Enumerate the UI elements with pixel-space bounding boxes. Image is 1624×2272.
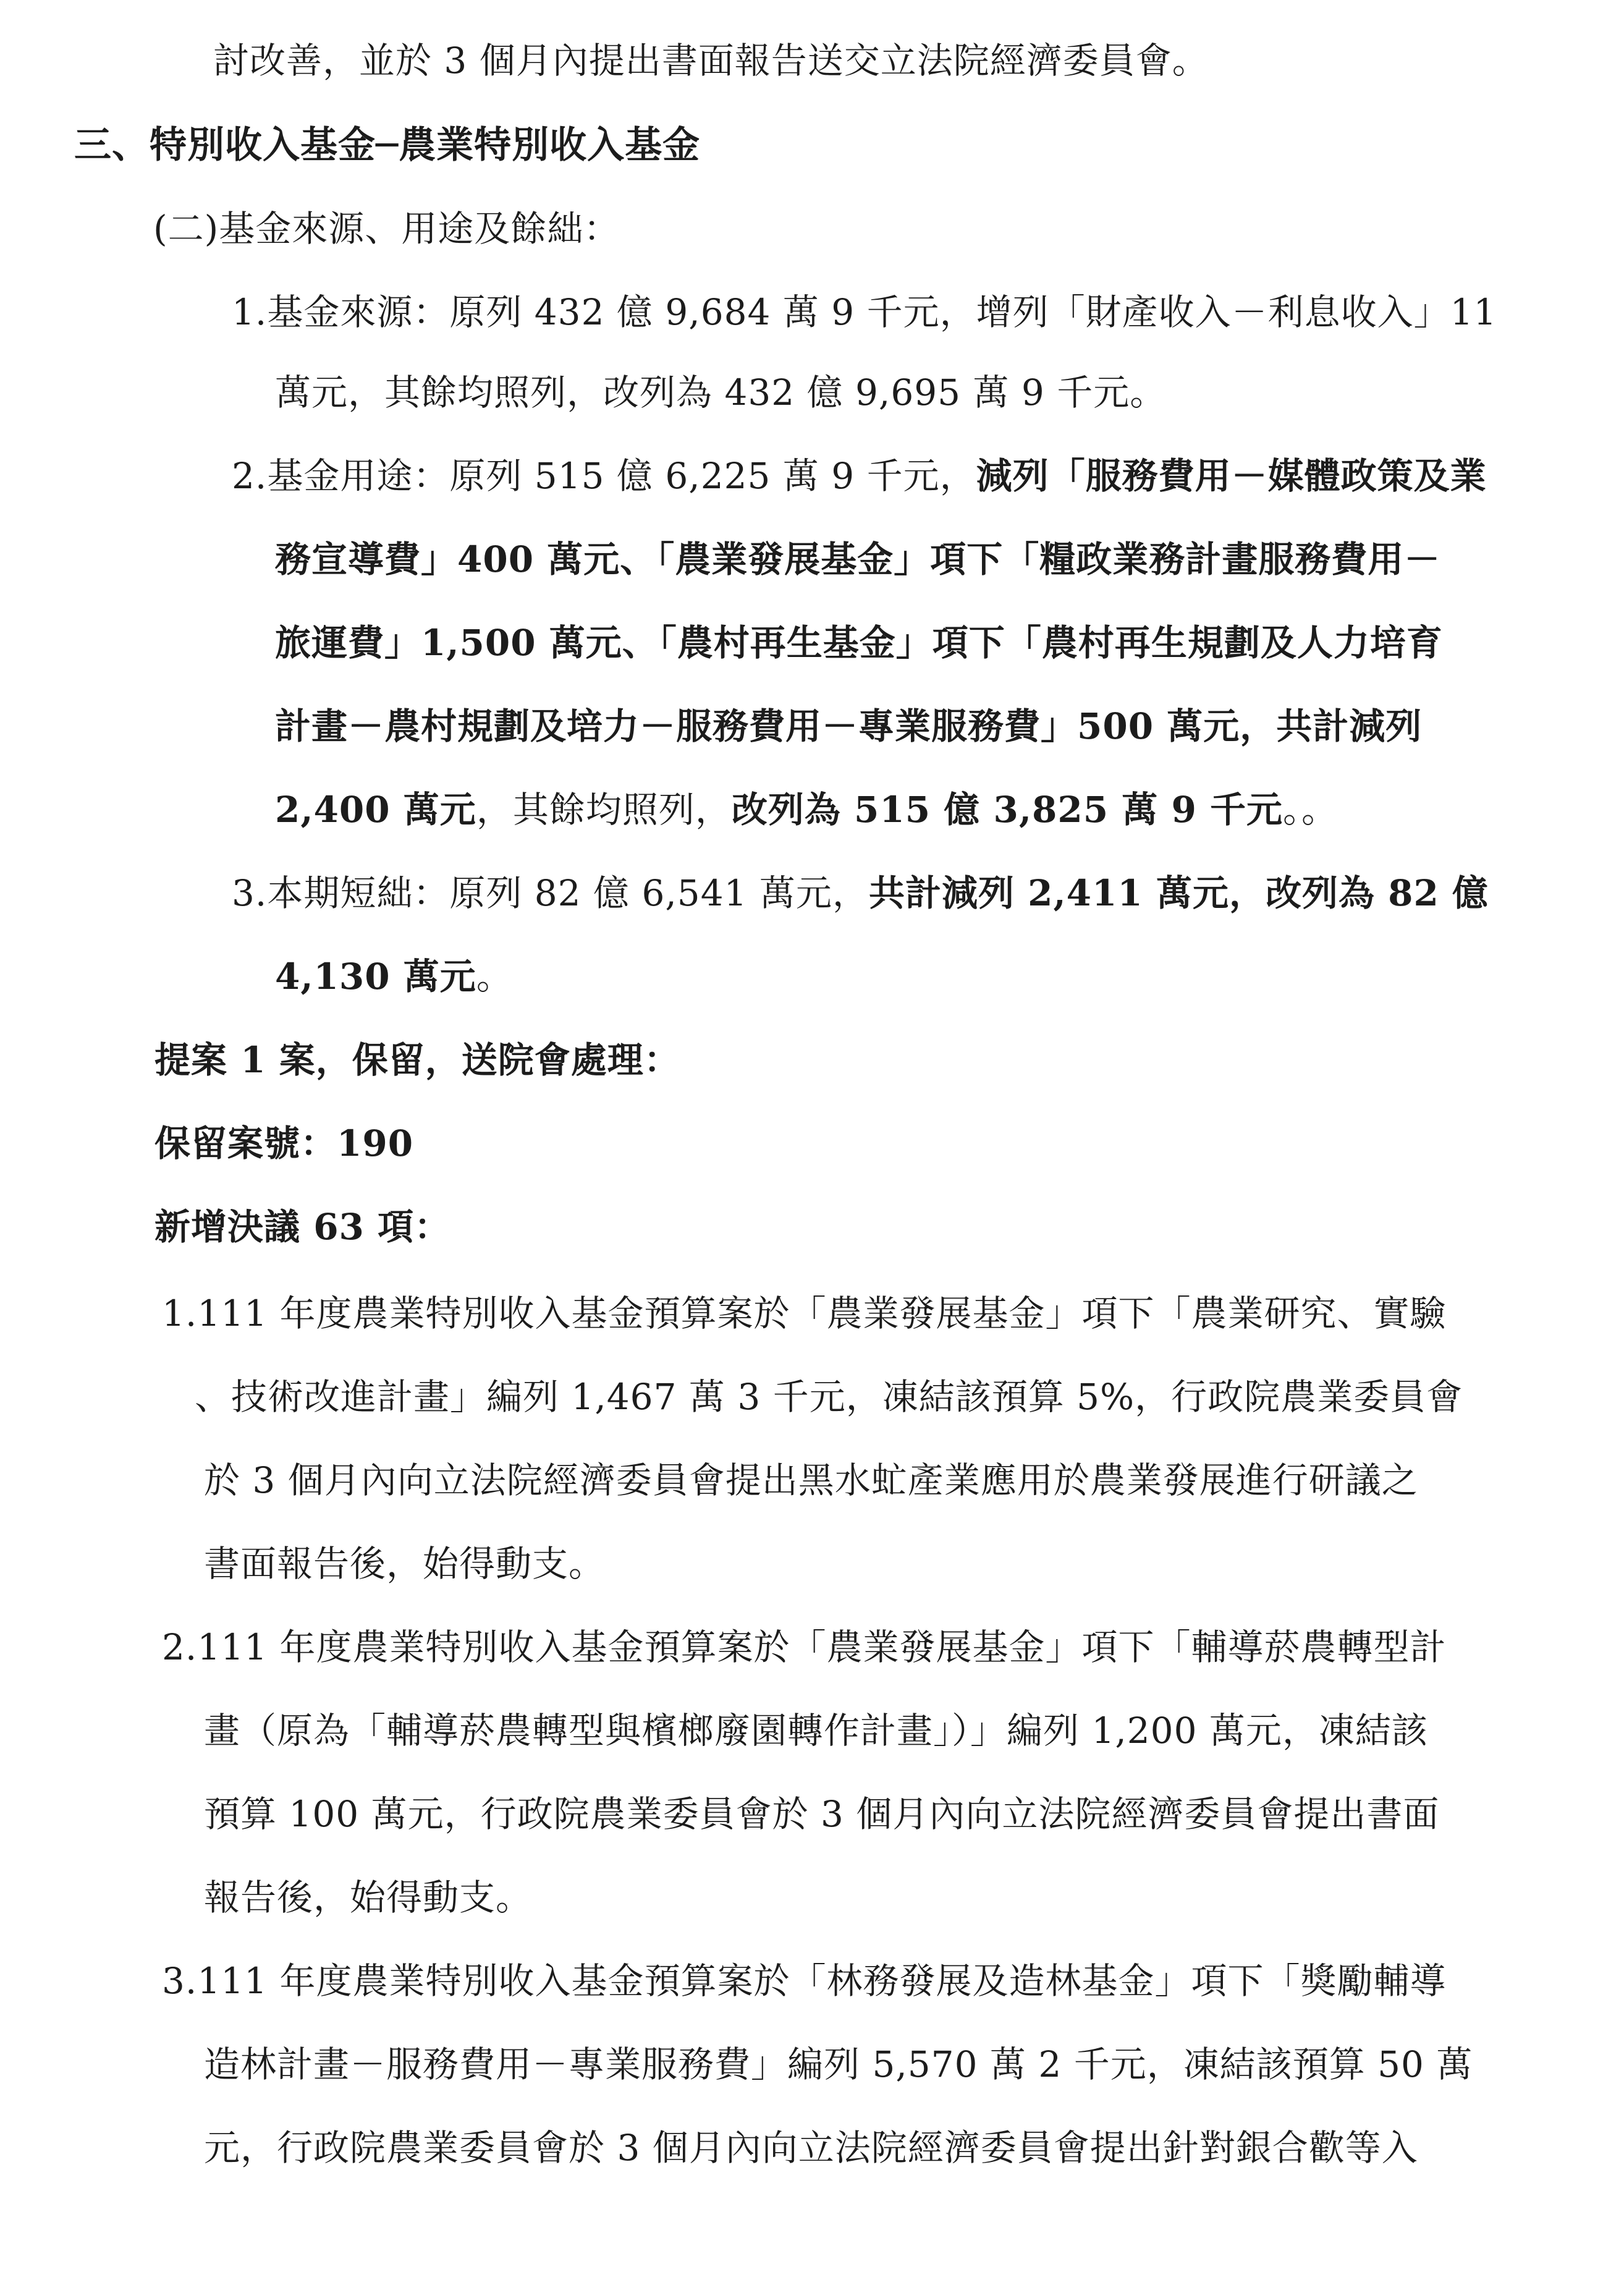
fund-use-line-1-bold: 減列「服務費用－媒體政策及業 <box>976 455 1487 497</box>
fund-use-line-5-amount: 2,400 萬元 <box>275 789 476 831</box>
fund-use-line-5-result: 改列為 515 億 3,825 萬 9 千元 <box>731 789 1284 831</box>
shortfall-line-2-bold: 4,130 萬元 <box>275 956 476 998</box>
fund-use-line-5-plain: ，其餘均照列， <box>476 789 732 831</box>
fund-use-line-1 <box>232 451 1487 501</box>
resolution-1-line-3: 於 3 個月內向立法院經濟委員會提出黑水虻產業應用於農業發展進行研議之 <box>204 1459 1418 1501</box>
resolution-2-line-1: 2.111 年度農業特別收入基金預算案於「農業發展基金」項下「輔導菸農轉型計 <box>162 1626 1447 1668</box>
shortfall-line-2-end: 。 <box>476 956 513 998</box>
intro-tail-text: 討改善，並於 3 個月內提出書面報告送交立法院經濟委員會。 <box>213 40 1209 82</box>
subsection-title: (二)基金來源、用途及餘絀： <box>153 208 620 250</box>
new-resolutions-heading: 新增決議 63 項： <box>154 1206 451 1248</box>
reserved-case-line <box>154 1119 413 1168</box>
reserved-number: 190 <box>337 1122 414 1164</box>
resolution-2-line-3: 預算 100 萬元，行政院農業委員會於 3 個月內向立法院經濟委員會提出書面 <box>204 1793 1440 1835</box>
shortfall-line-1-bold: 共計減列 2,411 萬元，改列為 82 億 <box>868 872 1489 914</box>
resolution-3-line-1: 3.111 年度農業特別收入基金預算案於「林務發展及造林基金」項下「獎勵輔導 <box>162 1960 1447 2002</box>
shortfall-line-1-plain: 3.本期短絀：原列 82 億 6,541 萬元， <box>232 872 869 914</box>
resolution-1-line-2: 、技術改進計畫」編列 1,467 萬 3 千元，凍結該預算 5%，行政院農業委員會 <box>195 1376 1463 1418</box>
fund-use-line-2: 務宣導費」400 萬元、「農業發展基金」項下「糧政業務計畫服務費用－ <box>275 538 1441 580</box>
fund-use-line-1-plain: 2.基金用途：原列 515 億 6,225 萬 9 千元， <box>232 455 976 497</box>
resolution-1-line-1: 1.111 年度農業特別收入基金預算案於「農業發展基金」項下「農業研究、實驗 <box>162 1292 1447 1334</box>
reserved-label: 保留案號： <box>154 1122 337 1164</box>
fund-use-line-4: 計畫－農村規劃及培力－服務費用－專業服務費」500 萬元，共計減列 <box>275 705 1423 747</box>
proposal-line: 提案 1 案，保留，送院會處理： <box>154 1039 680 1081</box>
resolution-3-line-2: 造林計畫－服務費用－專業服務費」編列 5,570 萬 2 千元，凍結該預算 50 萬 <box>204 2043 1473 2085</box>
resolution-2-line-2: 畫（原為「輔導菸農轉型與檳榔廢園轉作計畫」）」編列 1,200 萬元，凍結該 <box>204 1710 1428 1752</box>
fund-source-line-2: 萬元，其餘均照列，改列為 432 億 9,695 萬 9 千元。 <box>275 371 1167 413</box>
shortfall-line-2 <box>275 952 513 1001</box>
fund-use-line-5 <box>275 785 1338 834</box>
fund-use-line-3: 旅運費」1,500 萬元、「農村再生基金」項下「農村再生規劃及人力培育 <box>275 622 1443 664</box>
section-title: 三、特別收入基金─農業特別收入基金 <box>74 124 701 167</box>
fund-use-line-5-end: 。。 <box>1283 789 1339 831</box>
resolution-2-line-4: 報告後，始得動支。 <box>204 1876 533 1918</box>
resolution-3-line-3: 元，行政院農業委員會於 3 個月內向立法院經濟委員會提出針對銀合歡等入 <box>204 2127 1418 2169</box>
fund-source-line-1: 1.基金來源：原列 432 億 9,684 萬 9 千元，增列「財產收入－利息收入」11 <box>232 291 1497 333</box>
shortfall-line-1 <box>232 868 1489 918</box>
resolution-1-line-4: 書面報告後，始得動支。 <box>204 1543 606 1585</box>
